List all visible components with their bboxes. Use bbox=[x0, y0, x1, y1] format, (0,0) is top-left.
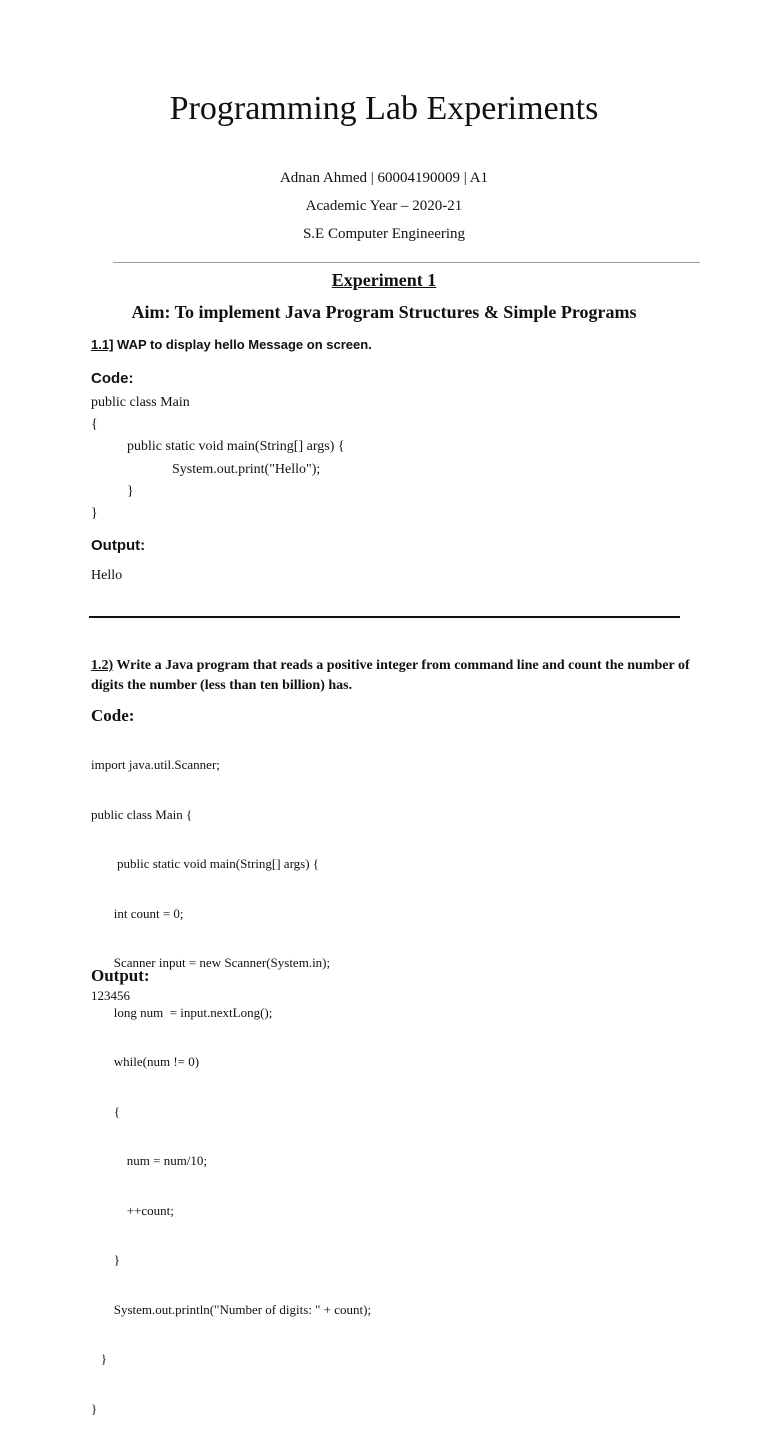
code-line: { bbox=[91, 1103, 120, 1119]
code-line: } bbox=[91, 1351, 107, 1366]
department-line: S.E Computer Engineering bbox=[302, 226, 466, 242]
code-line: public class Main { bbox=[91, 806, 193, 822]
code-line: int count = 0; bbox=[91, 905, 184, 921]
output-heading-2: Output: bbox=[91, 966, 150, 985]
code-line: num = num/10; bbox=[91, 1153, 208, 1168]
question-1-1 bbox=[91, 337, 372, 352]
output-value-1: Hello bbox=[91, 568, 123, 583]
code-line: public static void main(String[] args) { bbox=[127, 439, 345, 454]
code-line: long num = input.nextLong(); bbox=[91, 1004, 273, 1020]
code-line: Scanner input = new Scanner(System.in); bbox=[91, 955, 331, 970]
code-line: } bbox=[91, 1400, 98, 1416]
question-1-1-text: WAP to display hello Message on screen. bbox=[113, 337, 372, 352]
output-value-2: 123456 bbox=[91, 988, 130, 1003]
code-line: { bbox=[91, 417, 98, 432]
code-heading-1: Code: bbox=[91, 370, 134, 387]
code-block-2 bbox=[91, 724, 371, 1434]
question-1-2-number: 1.2) bbox=[91, 658, 114, 673]
code-line: } bbox=[91, 506, 98, 521]
header-divider bbox=[113, 262, 700, 263]
code-line: while(num != 0) bbox=[91, 1054, 200, 1069]
document-title: Programming Lab Experiments bbox=[169, 90, 599, 127]
experiment-title: Experiment 1 bbox=[331, 270, 437, 290]
code-line: public static void main(String[] args) { bbox=[91, 856, 320, 871]
code-line: import java.util.Scanner; bbox=[91, 757, 220, 772]
code-line: ++count; bbox=[91, 1202, 174, 1218]
section-divider bbox=[89, 616, 680, 618]
question-1-2 bbox=[91, 656, 691, 696]
question-1-1-number: 1.1] bbox=[91, 337, 114, 352]
output-heading-1: Output: bbox=[91, 537, 146, 554]
code-line: System.out.print("Hello"); bbox=[172, 462, 321, 477]
code-heading-2: Code: bbox=[91, 706, 135, 725]
author-line: Adnan Ahmed | 60004190009 | A1 bbox=[279, 170, 489, 186]
experiment-aim: Aim: To implement Java Program Structures & Simple Programs bbox=[131, 302, 637, 322]
code-line: } bbox=[127, 484, 134, 499]
academic-year-line: Academic Year – 2020-21 bbox=[305, 198, 463, 214]
code-line: } bbox=[91, 1252, 120, 1267]
code-line: System.out.println("Number of digits: " + count); bbox=[91, 1301, 372, 1317]
code-line: public class Main bbox=[91, 395, 190, 410]
question-1-2-text: Write a Java program that reads a positive integer from command line and count the number of digits the number (less than ten billion) has. bbox=[91, 658, 690, 693]
